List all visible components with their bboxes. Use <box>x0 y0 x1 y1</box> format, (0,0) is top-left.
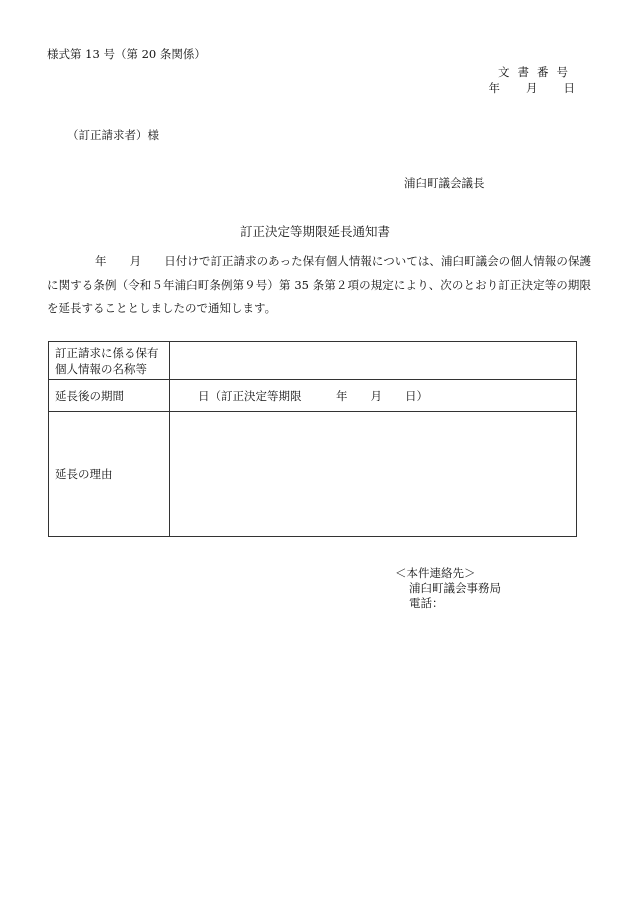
contact-heading: ＜本件連絡先＞ <box>395 566 476 580</box>
table-row <box>49 342 577 380</box>
extension-reason-value <box>170 412 577 537</box>
contact-phone: 電話： <box>409 596 444 610</box>
contact-block <box>395 566 501 611</box>
info-table <box>48 341 577 537</box>
extended-period-value: 日（訂正決定等期限 年 月 日） <box>170 380 577 412</box>
table-row <box>49 380 577 412</box>
document-date: 年 月 日 <box>488 81 576 95</box>
contact-office: 浦臼町議会事務局 <box>409 581 501 595</box>
form-number: 様式第 13 号（第 20 条関係） <box>47 47 206 61</box>
recipient: （訂正請求者）様 <box>67 128 159 142</box>
document-title: 訂正決定等期限延長通知書 <box>239 224 390 239</box>
info-name-value <box>170 342 577 380</box>
info-name-label <box>49 342 170 380</box>
extended-period-label: 延長後の期間 <box>49 380 170 412</box>
sender: 浦臼町議会議長 <box>404 176 485 190</box>
document-number-label: 文書番号 <box>498 65 576 79</box>
body-paragraph: 年 月 日付けで訂正請求のあった保有個人情報については、浦臼町議会の個人情報の保護に関する条例（令和５年浦臼町条例第９号）第 35 条第２項の規定により、次のとおり訂正決定等の期限を延長することとしましたので通知します。 <box>47 254 591 315</box>
table-row <box>49 412 577 537</box>
extension-reason-label: 延長の理由 <box>49 412 170 537</box>
info-name-label-line1: 訂正請求に係る保有 <box>55 345 159 360</box>
info-name-label-line2: 個人情報の名称等 <box>55 361 147 376</box>
